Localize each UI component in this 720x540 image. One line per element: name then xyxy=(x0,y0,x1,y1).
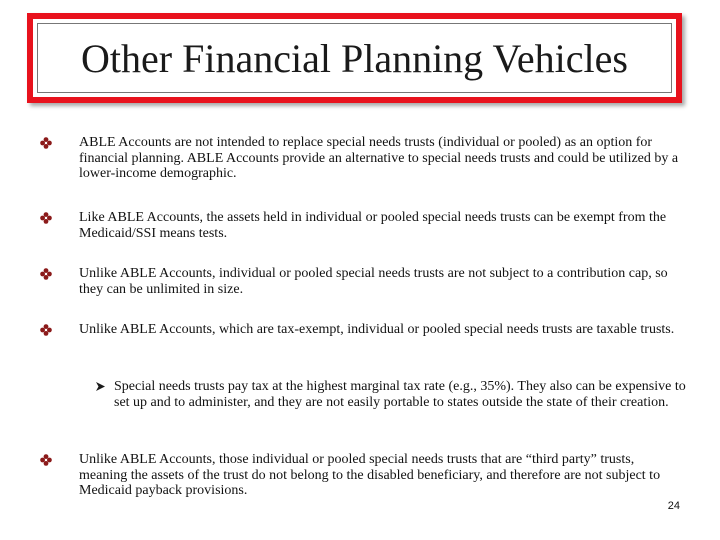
title-inner-border xyxy=(37,23,672,93)
bullet-text: Like ABLE Accounts, the assets held in individual or pooled special needs trusts can be exempt from the Medicaid/SSI means tests. xyxy=(79,210,667,241)
sub-bullet-text: Special needs trusts pay tax at the highest marginal tax rate (e.g., 35%). They also can be expensive to set up and to administer, and they are not easily portable to states outside the state of their creation. xyxy=(114,379,686,410)
diamond-bullet-icon xyxy=(40,268,52,280)
diamond-bullet-icon xyxy=(40,324,52,336)
page-number: 24 xyxy=(667,500,680,512)
bullet-text: Unlike ABLE Accounts, those individual or pooled special needs trusts that are “third party” trusts, meaning the assets of the trust do not belong to the disabled beneficiary, and therefore are not subject to Medicaid payback provisions. xyxy=(79,452,661,498)
diamond-bullet-icon xyxy=(40,454,52,466)
slide-title: Other Financial Planning Vehicles xyxy=(81,36,628,81)
title-frame xyxy=(27,13,682,103)
diamond-bullet-icon xyxy=(40,137,52,149)
arrow-bullet-icon xyxy=(95,381,106,392)
diamond-bullet-icon xyxy=(40,212,52,224)
bullet-text: Unlike ABLE Accounts, which are tax-exempt, individual or pooled special needs trusts are taxable trusts. xyxy=(79,322,675,337)
bullet-text: ABLE Accounts are not intended to replace special needs trusts (individual or pooled) as an option for financial planning. ABLE Accounts provide an alternative to special needs trusts and could be utilized by a lower-income demographic. xyxy=(79,135,679,181)
bullet-text: Unlike ABLE Accounts, individual or pooled special needs trusts are not subject to a contribution cap, so they can be unlimited in size. xyxy=(79,266,668,297)
